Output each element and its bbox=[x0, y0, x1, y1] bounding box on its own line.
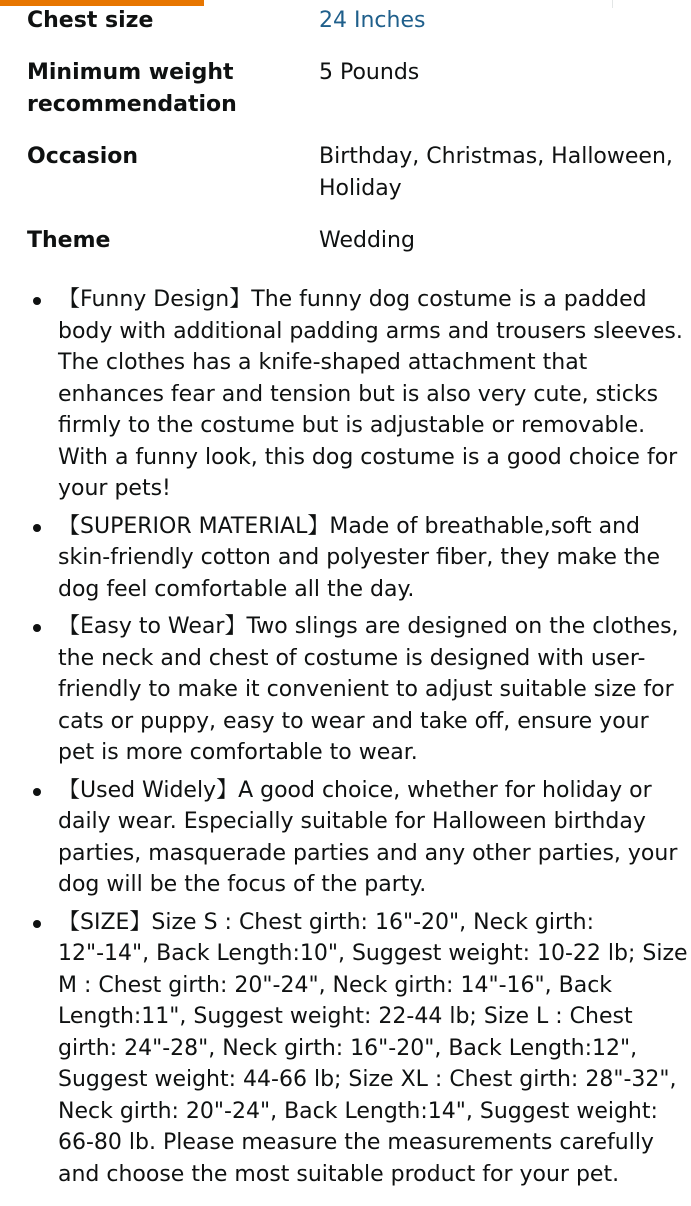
list-item bbox=[0, 284, 691, 505]
spec-value: Birthday, Christmas, Halloween, Holiday bbox=[319, 144, 673, 201]
spec-value: 5 Pounds bbox=[319, 60, 420, 85]
spec-row-theme bbox=[27, 225, 691, 257]
bullet-text: 【SIZE】Size S : Chest girth: 16"-20", Neck girth: 12"-14", Back Length:10", Suggest weight: 10-22 lb; Size M : Chest girth: 20"-24", Neck girth: 14"-16", Back Length:11", Suggest weight: 22-44 lb; Size L : Chest girth: 24"-28", Neck girth: 16"-20", Back Length:12", Suggest weight: 44-66 lb; Size XL : Chest girth: 28"-32", Neck girth: 20"-24", Back Length:14", Suggest weight: 66-80 lb. Please measure the measurements carefully and choose the most suitable product for your pet. bbox=[58, 909, 688, 1187]
bullet-text: 【Funny Design】The funny dog costume is a padded body with additional padding arms and trousers sleeves. The clothes has a knife-shaped attachment that enhances fear and tension but is also very cute, sticks firmly to the costume but is adjustable or removable. With a funny look, this dog costume is a good choice for your pets! bbox=[58, 287, 683, 501]
bullet-text: 【Easy to Wear】Two slings are designed on the clothes, the neck and chest of costume is designed with user-friendly to make it convenient to adjust suitable size for cats or puppy, easy to wear and take off, ensure your pet is more comfortable to wear. bbox=[58, 614, 679, 765]
bullet-dot-icon bbox=[33, 624, 41, 632]
bullet-dot-icon bbox=[33, 920, 41, 928]
list-item bbox=[0, 907, 691, 1191]
list-item bbox=[0, 775, 691, 901]
spec-label: Occasion bbox=[27, 144, 139, 169]
list-item bbox=[0, 511, 691, 606]
spec-row-occasion bbox=[27, 141, 691, 205]
bullet-text: 【Used Widely】A good choice, whether for holiday or daily wear. Especially suitable for Halloween birthday parties, masquerade parties and any other parties, your dog will be the focus of the party. bbox=[58, 777, 678, 897]
bullet-dot-icon bbox=[33, 297, 41, 305]
spec-value: Wedding bbox=[319, 228, 415, 253]
bullet-dot-icon bbox=[33, 788, 41, 796]
spec-row-chest-size bbox=[27, 5, 691, 37]
list-item bbox=[0, 611, 691, 769]
product-specs-table bbox=[27, 5, 691, 277]
spec-value-link[interactable]: 24 Inches bbox=[319, 8, 426, 33]
about-this-item-list bbox=[0, 284, 691, 1196]
bullet-text: 【SUPERIOR MATERIAL】Made of breathable,soft and skin-friendly cotton and polyester fiber, they make the dog feel comfortable all the day. bbox=[58, 513, 661, 602]
spec-label: Chest size bbox=[27, 8, 154, 33]
spec-label: Minimum weight recommendation bbox=[27, 60, 237, 117]
spec-row-minimum-weight bbox=[27, 57, 691, 121]
spec-label: Theme bbox=[27, 228, 111, 253]
bullet-dot-icon bbox=[33, 524, 41, 532]
